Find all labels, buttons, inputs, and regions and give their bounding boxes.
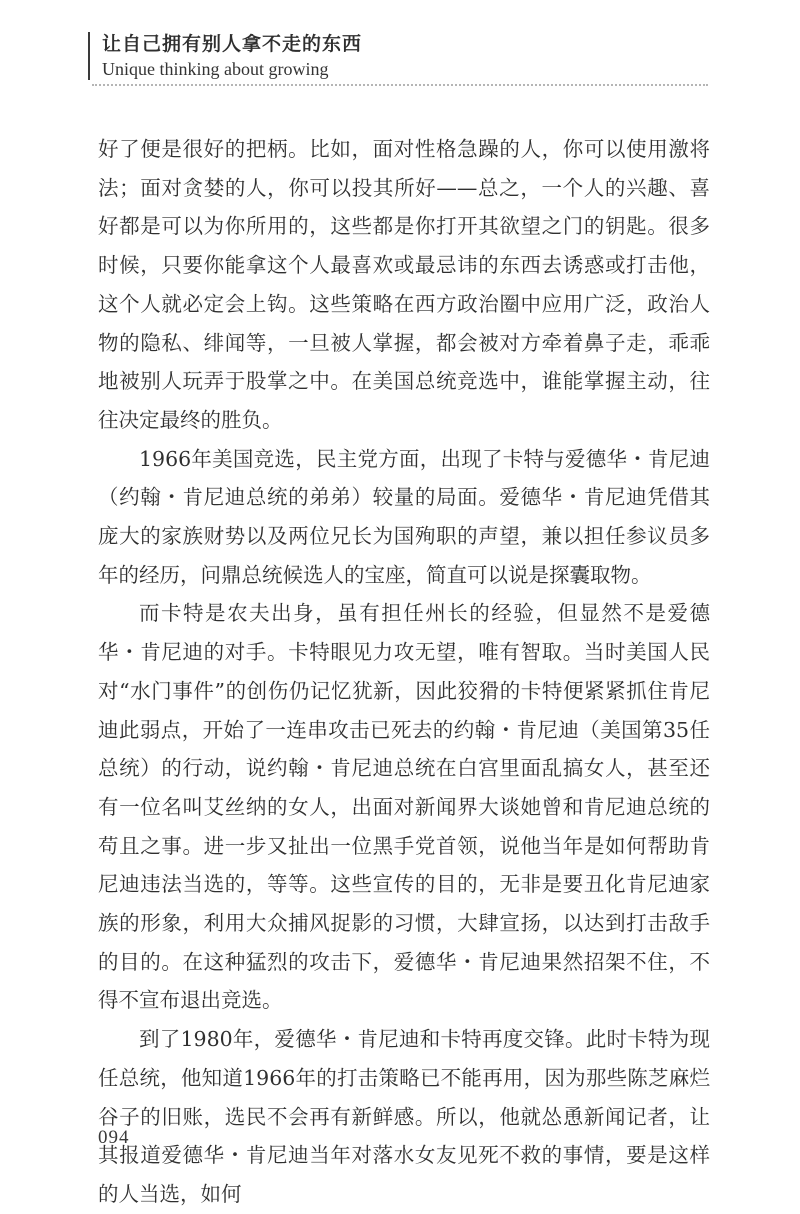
- paragraph: 而卡特是农夫出身，虽有担任州长的经验，但显然不是爱德华・肯尼迪的对手。卡特眼见力攻无望，唯有智取。当时美国人民对“水门事件”的创伤仍记忆犹新，因此狡猾的卡特便紧紧抓住肯尼迪此弱点，开始了一连串攻击已死去的约翰・肯尼迪（美国第35任总统）的行动，说约翰・肯尼迪总统在白宫里面乱搞女人，甚至还有一位名叫艾丝纳的女人，出面对新闻界大谈她曾和肯尼迪总统的苟且之事。进一步又扯出一位黑手党首领，说他当年是如何帮助肯尼迪违法当选的，等等。这些宣传的目的，无非是要丑化肯尼迪家族的形象，利用大众捕风捉影的习惯，大肆宣扬，以达到打击敌手的目的。在这种猛烈的攻击下，爱德华・肯尼迪果然招架不住，不得不宣布退出竞选。: [98, 601, 710, 1013]
- header-title-chinese: 让自己拥有别人拿不走的东西: [102, 33, 363, 55]
- header-divider: [92, 84, 708, 86]
- header-title-english: Unique thinking about growing: [102, 59, 329, 79]
- paragraph: 到了1980年，爱德华・肯尼迪和卡特再度交锋。此时卡特为现任总统，他知道1966年的打击策略已不能再用，因为那些陈芝麻烂谷子的旧账，选民不会再有新鲜感。所以，他就怂恿新闻记者，让其报道爱德华・肯尼迪当年对落水女友见死不救的事情，要是这样的人当选，如何: [98, 1027, 710, 1206]
- running-header: [88, 32, 742, 80]
- paragraph: 1966年美国竞选，民主党方面，出现了卡特与爱德华・肯尼迪（约翰・肯尼迪总统的弟弟）较量的局面。爱德华・肯尼迪凭借其庞大的家族财势以及两位兄长为国殉职的声望，兼以担任参议员多年的经历，问鼎总统候选人的宝座，简直可以说是探囊取物。: [98, 446, 710, 587]
- body-text: [98, 130, 710, 1214]
- page-number: 094: [98, 1127, 130, 1148]
- paragraph-continued: 好了便是很好的把柄。比如，面对性格急躁的人，你可以使用激将法；面对贪婪的人，你可以投其所好——总之，一个人的兴趣、喜好都是可以为你所用的，这些都是你打开其欲望之门的钥匙。很多时候，只要你能拿这个人最喜欢或最忌讳的东西去诱惑或打击他，这个人就必定会上钩。这些策略在西方政治圈中应用广泛，政治人物的隐私、绯闻等，一旦被人掌握，都会被对方牵着鼻子走，乖乖地被别人玩弄于股掌之中。在美国总统竞选中，谁能掌握主动，往往决定最终的胜负。: [98, 137, 710, 432]
